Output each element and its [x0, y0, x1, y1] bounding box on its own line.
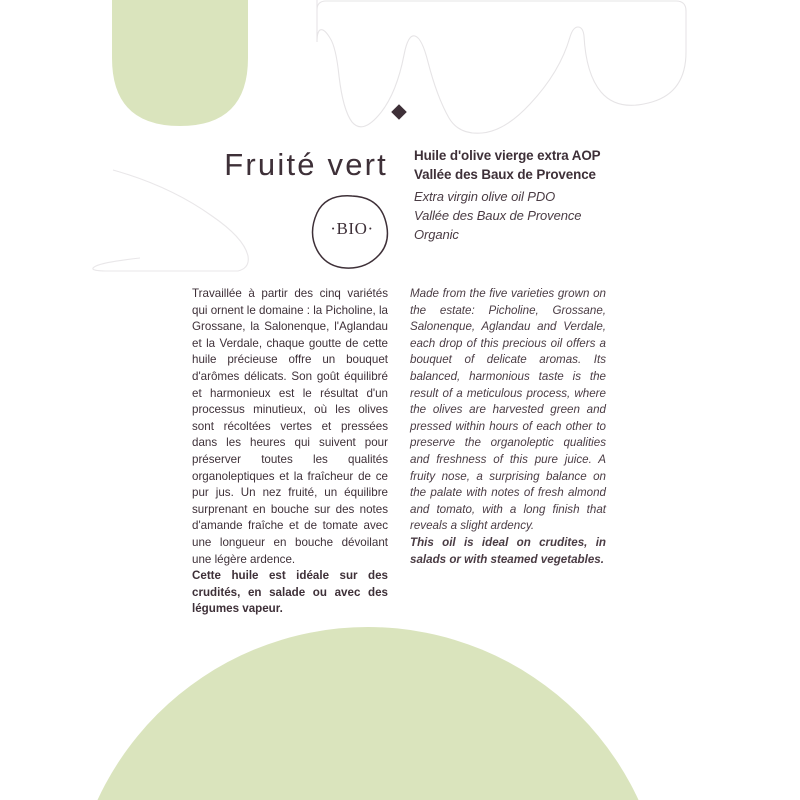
designation-english — [414, 187, 644, 244]
description-french-column — [192, 286, 388, 618]
bottom-green-circle-shape — [70, 627, 666, 800]
top-green-arch-shape — [112, 0, 248, 126]
bio-badge — [316, 198, 388, 260]
designation-french-line-1: Huile d'olive vierge extra AOP — [414, 148, 601, 163]
description-english-highlight: This oil is ideal on crudites, in salads or with steamed vegetables. — [410, 535, 606, 566]
designation-english-line-2: Vallée des Baux de Provence — [414, 208, 582, 223]
description-english-paragraph: Made from the five varieties grown on the estate: Picholine, Grossane, Salonenque, Aglandau and Verdale, each drop of this precious oil offers a bouquet of delicate aromas. Its balanced, harmonious taste is the result of a meticulous process, where the olives are harvested green and pressed within hours of each other to preserve the organoleptic qualities and freshness of this pure juice. A fruity nose, a surprising balance on the palate with notes of fresh almond and tomato, with a long finish that reveals a slight ardency. — [410, 287, 606, 533]
page-title: Fruité vert — [224, 147, 388, 182]
designation-french — [414, 146, 644, 184]
bio-badge-label: ·BIO· — [330, 219, 374, 238]
description-french-paragraph: Travaillée à partir des cinq variétés qui ornent le domaine : la Picholine, la Grossane, la Salonenque, l'Aglandau et la Verdale, chaque goutte de cette huile précieuse offre un bouquet d'arômes délicats. Son goût équilibré et harmonieux est le résultat d'un processus minutieux, où les olives sont récoltées vertes et pressées dans les heures qui suivent pour préserver toutes les qualités organoleptiques et la fraîcheur de ce pur jus. Un nez fruité, un équilibre surprenant en bouche sur des notes d'amande fraîche et de tomate avec une longueur en bouche dévoilant une légère ardence. — [192, 287, 388, 566]
diamond-marker-icon — [391, 104, 407, 120]
designation-french-line-2: Vallée des Baux de Provence — [414, 167, 596, 182]
designation-english-line-1: Extra virgin olive oil PDO — [414, 189, 556, 204]
header-block — [0, 146, 800, 266]
top-right-outline-shape — [317, 0, 686, 133]
description-english-column — [410, 286, 606, 568]
designation-english-line-3: Organic — [414, 227, 459, 242]
product-designation — [414, 146, 644, 244]
description-french-highlight: Cette huile est idéale sur des crudités, en salade ou avec des légumes vapeur. — [192, 569, 388, 616]
